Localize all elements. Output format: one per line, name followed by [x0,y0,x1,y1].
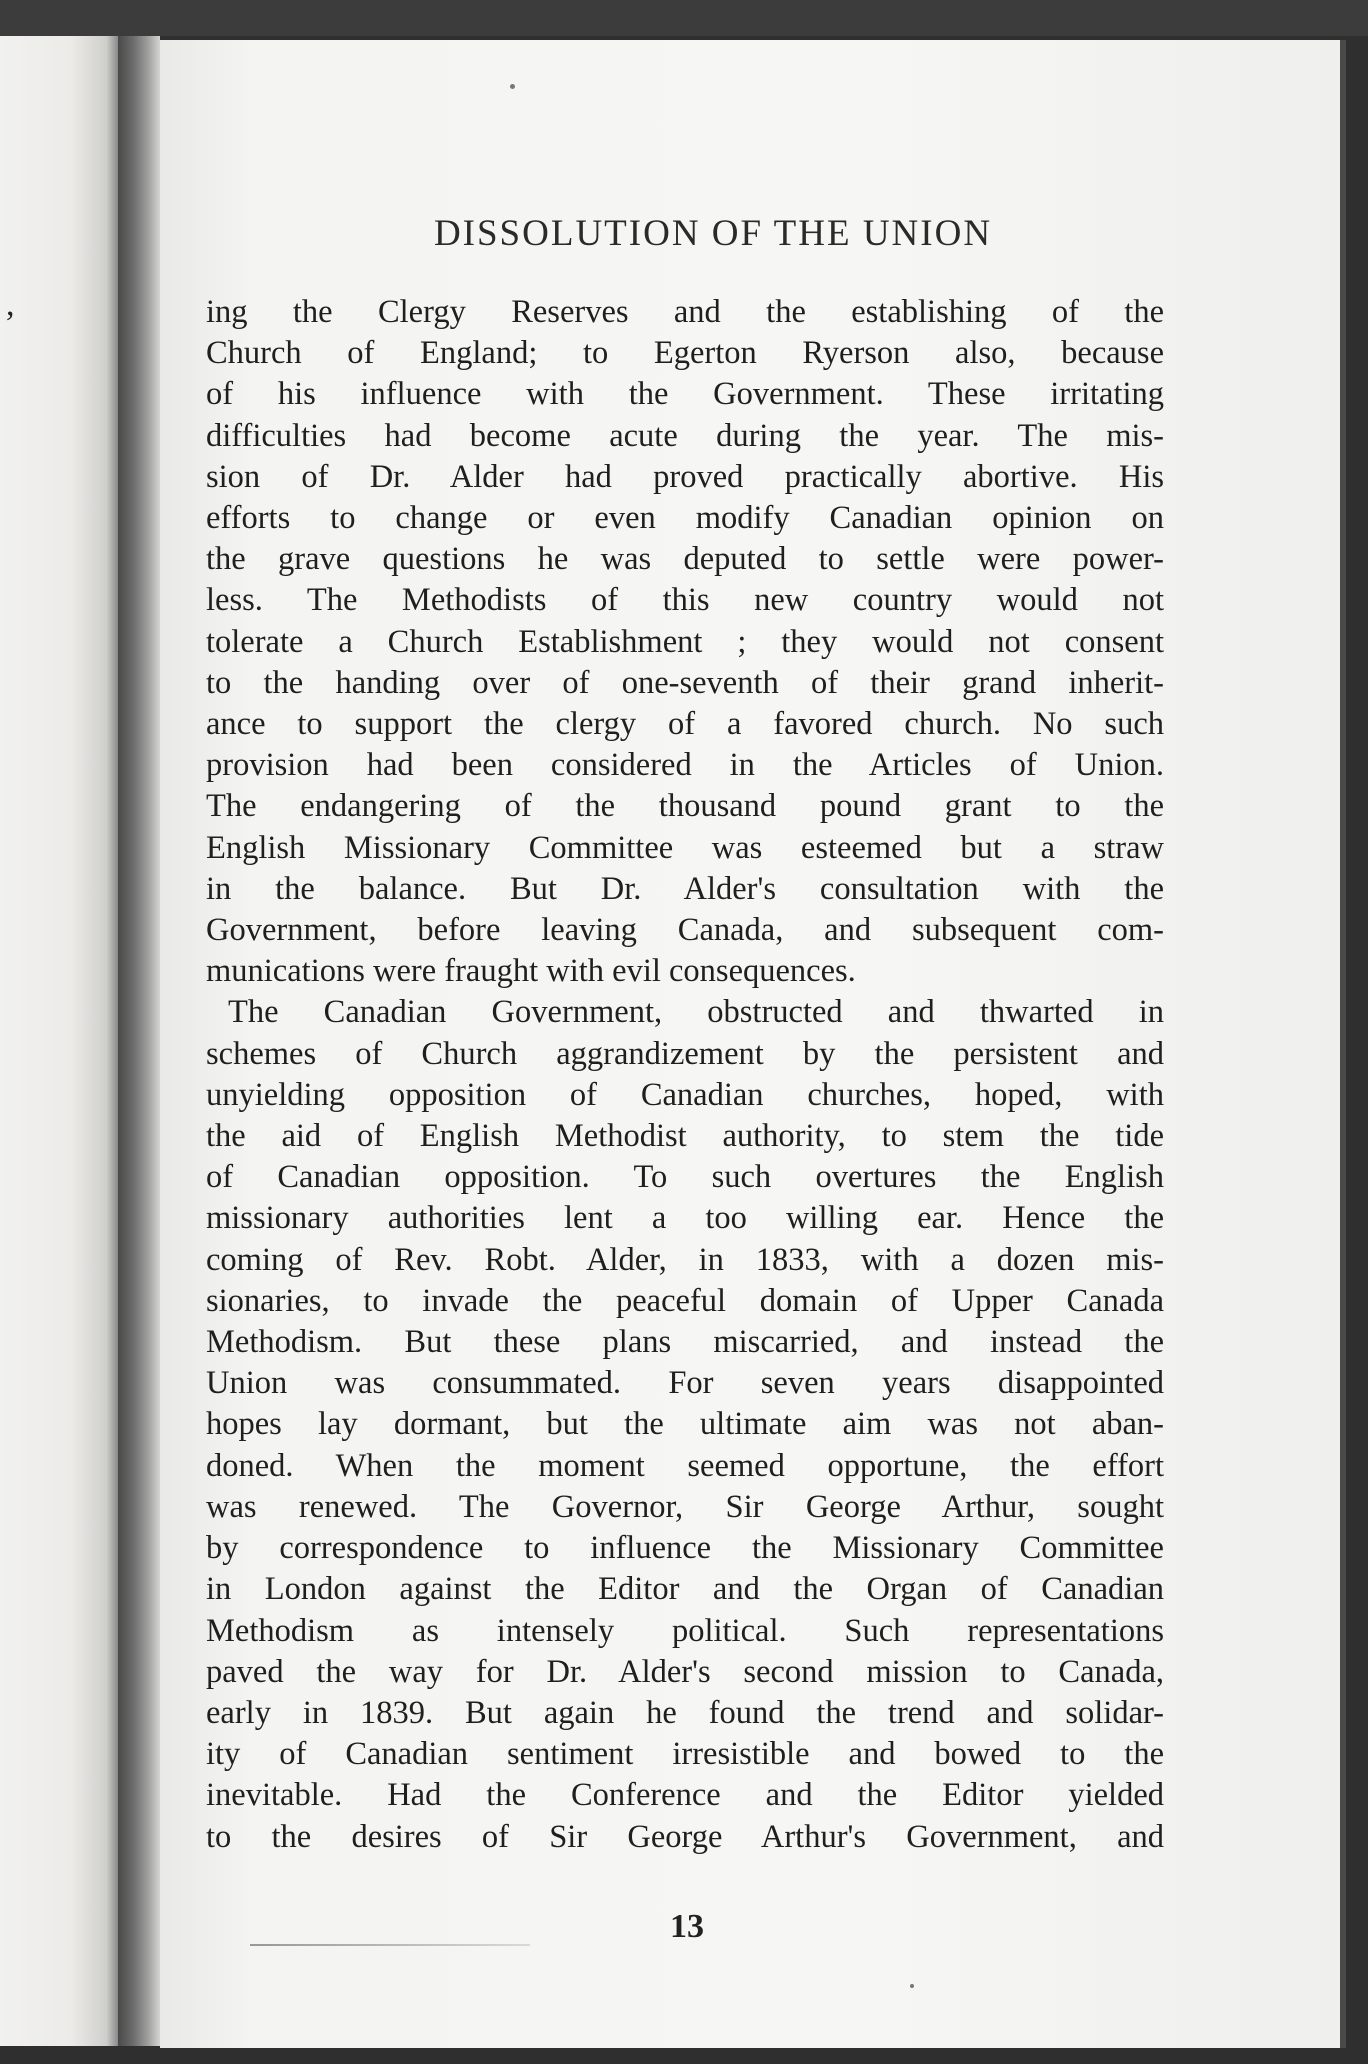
text-line: coming of Rev. Robt. Alder, in 1833, with a dozen mis- [206,1241,1164,1278]
text-line: by correspondence to influence the Missionary Committee [206,1530,1164,1567]
text-line: unyielding opposition of Canadian churches, hoped, with [206,1076,1164,1113]
text-line: provision had been considered in the Articles of Union. [206,747,1164,784]
text-line: sionaries, to invade the peaceful domain of Upper Canada [206,1282,1164,1319]
text-line: Methodism. But these plans miscarried, and instead the [206,1324,1164,1361]
text-line: of Canadian opposition. To such overtures the English [206,1159,1164,1196]
text-line: difficulties had become acute during the year. The mis- [206,417,1164,454]
text-line: doned. When the moment seemed opportune, the effort [206,1447,1164,1484]
text-line: missionary authorities lent a too willing ear. Hence the [206,1200,1164,1237]
text-line: Church of England; to Egerton Ryerson also, because [206,335,1164,372]
text-line: early in 1839. But again he found the trend and solidar- [206,1694,1164,1731]
text-line: The endangering of the thousand pound grant to the [206,788,1164,825]
text-line: ing the Clergy Reserves and the establishing of the [206,294,1164,330]
text-line: The Canadian Government, obstructed and thwarted in [228,994,1164,1031]
text-line: sion of Dr. Alder had proved practically abortive. His [206,458,1164,495]
text-line: to the handing over of one-seventh of their grand inherit- [206,664,1164,701]
paper-speck [910,1984,914,1988]
scanner-top-edge [0,0,1368,36]
text-line: the grave questions he was deputed to settle were power- [206,541,1164,578]
running-header: DISSOLUTION OF THE UNION [433,213,993,254]
text-line: schemes of Church aggrandizement by the persistent and [206,1035,1164,1072]
facing-page-margin-mark: , [6,286,15,323]
text-line: in the balance. But Dr. Alder's consultation with the [206,870,1164,907]
text-line: hopes lay dormant, but the ultimate aim was not aban- [206,1406,1164,1443]
book-page [160,40,1346,2048]
text-line: the aid of English Methodist authority, to stem the tide [206,1118,1164,1155]
text-line: munications were fraught with evil consequences. [206,953,856,990]
text-line: efforts to change or even modify Canadian opinion on [206,500,1164,537]
text-line: of his influence with the Government. These irritating [206,376,1164,413]
text-line: was renewed. The Governor, Sir George Arthur, sought [206,1488,1164,1525]
page-number: 13 [670,1908,704,1945]
text-line: paved the way for Dr. Alder's second mission to Canada, [206,1653,1164,1690]
text-line: Methodism as intensely political. Such representations [206,1612,1164,1649]
paper-speck [510,84,515,89]
text-line: in London against the Editor and the Organ of Canadian [206,1571,1164,1608]
facing-page-edge [0,36,118,2046]
book-gutter [118,36,160,2046]
text-line: Union was consummated. For seven years disappointed [206,1365,1164,1402]
text-line: to the desires of Sir George Arthur's Government, and [206,1818,1164,1855]
text-line: less. The Methodists of this new country would not [206,582,1164,619]
text-line: ance to support the clergy of a favored church. No such [206,706,1164,743]
text-line: Government, before leaving Canada, and subsequent com- [206,912,1164,949]
text-line: inevitable. Had the Conference and the Editor yielded [206,1777,1164,1814]
print-smudge [250,1944,530,1946]
body-text [206,292,1164,1858]
text-line: tolerate a Church Establishment ; they would not consent [206,623,1164,660]
text-line: English Missionary Committee was esteemed but a straw [206,829,1164,866]
text-line: ity of Canadian sentiment irresistible and bowed to the [206,1736,1164,1773]
